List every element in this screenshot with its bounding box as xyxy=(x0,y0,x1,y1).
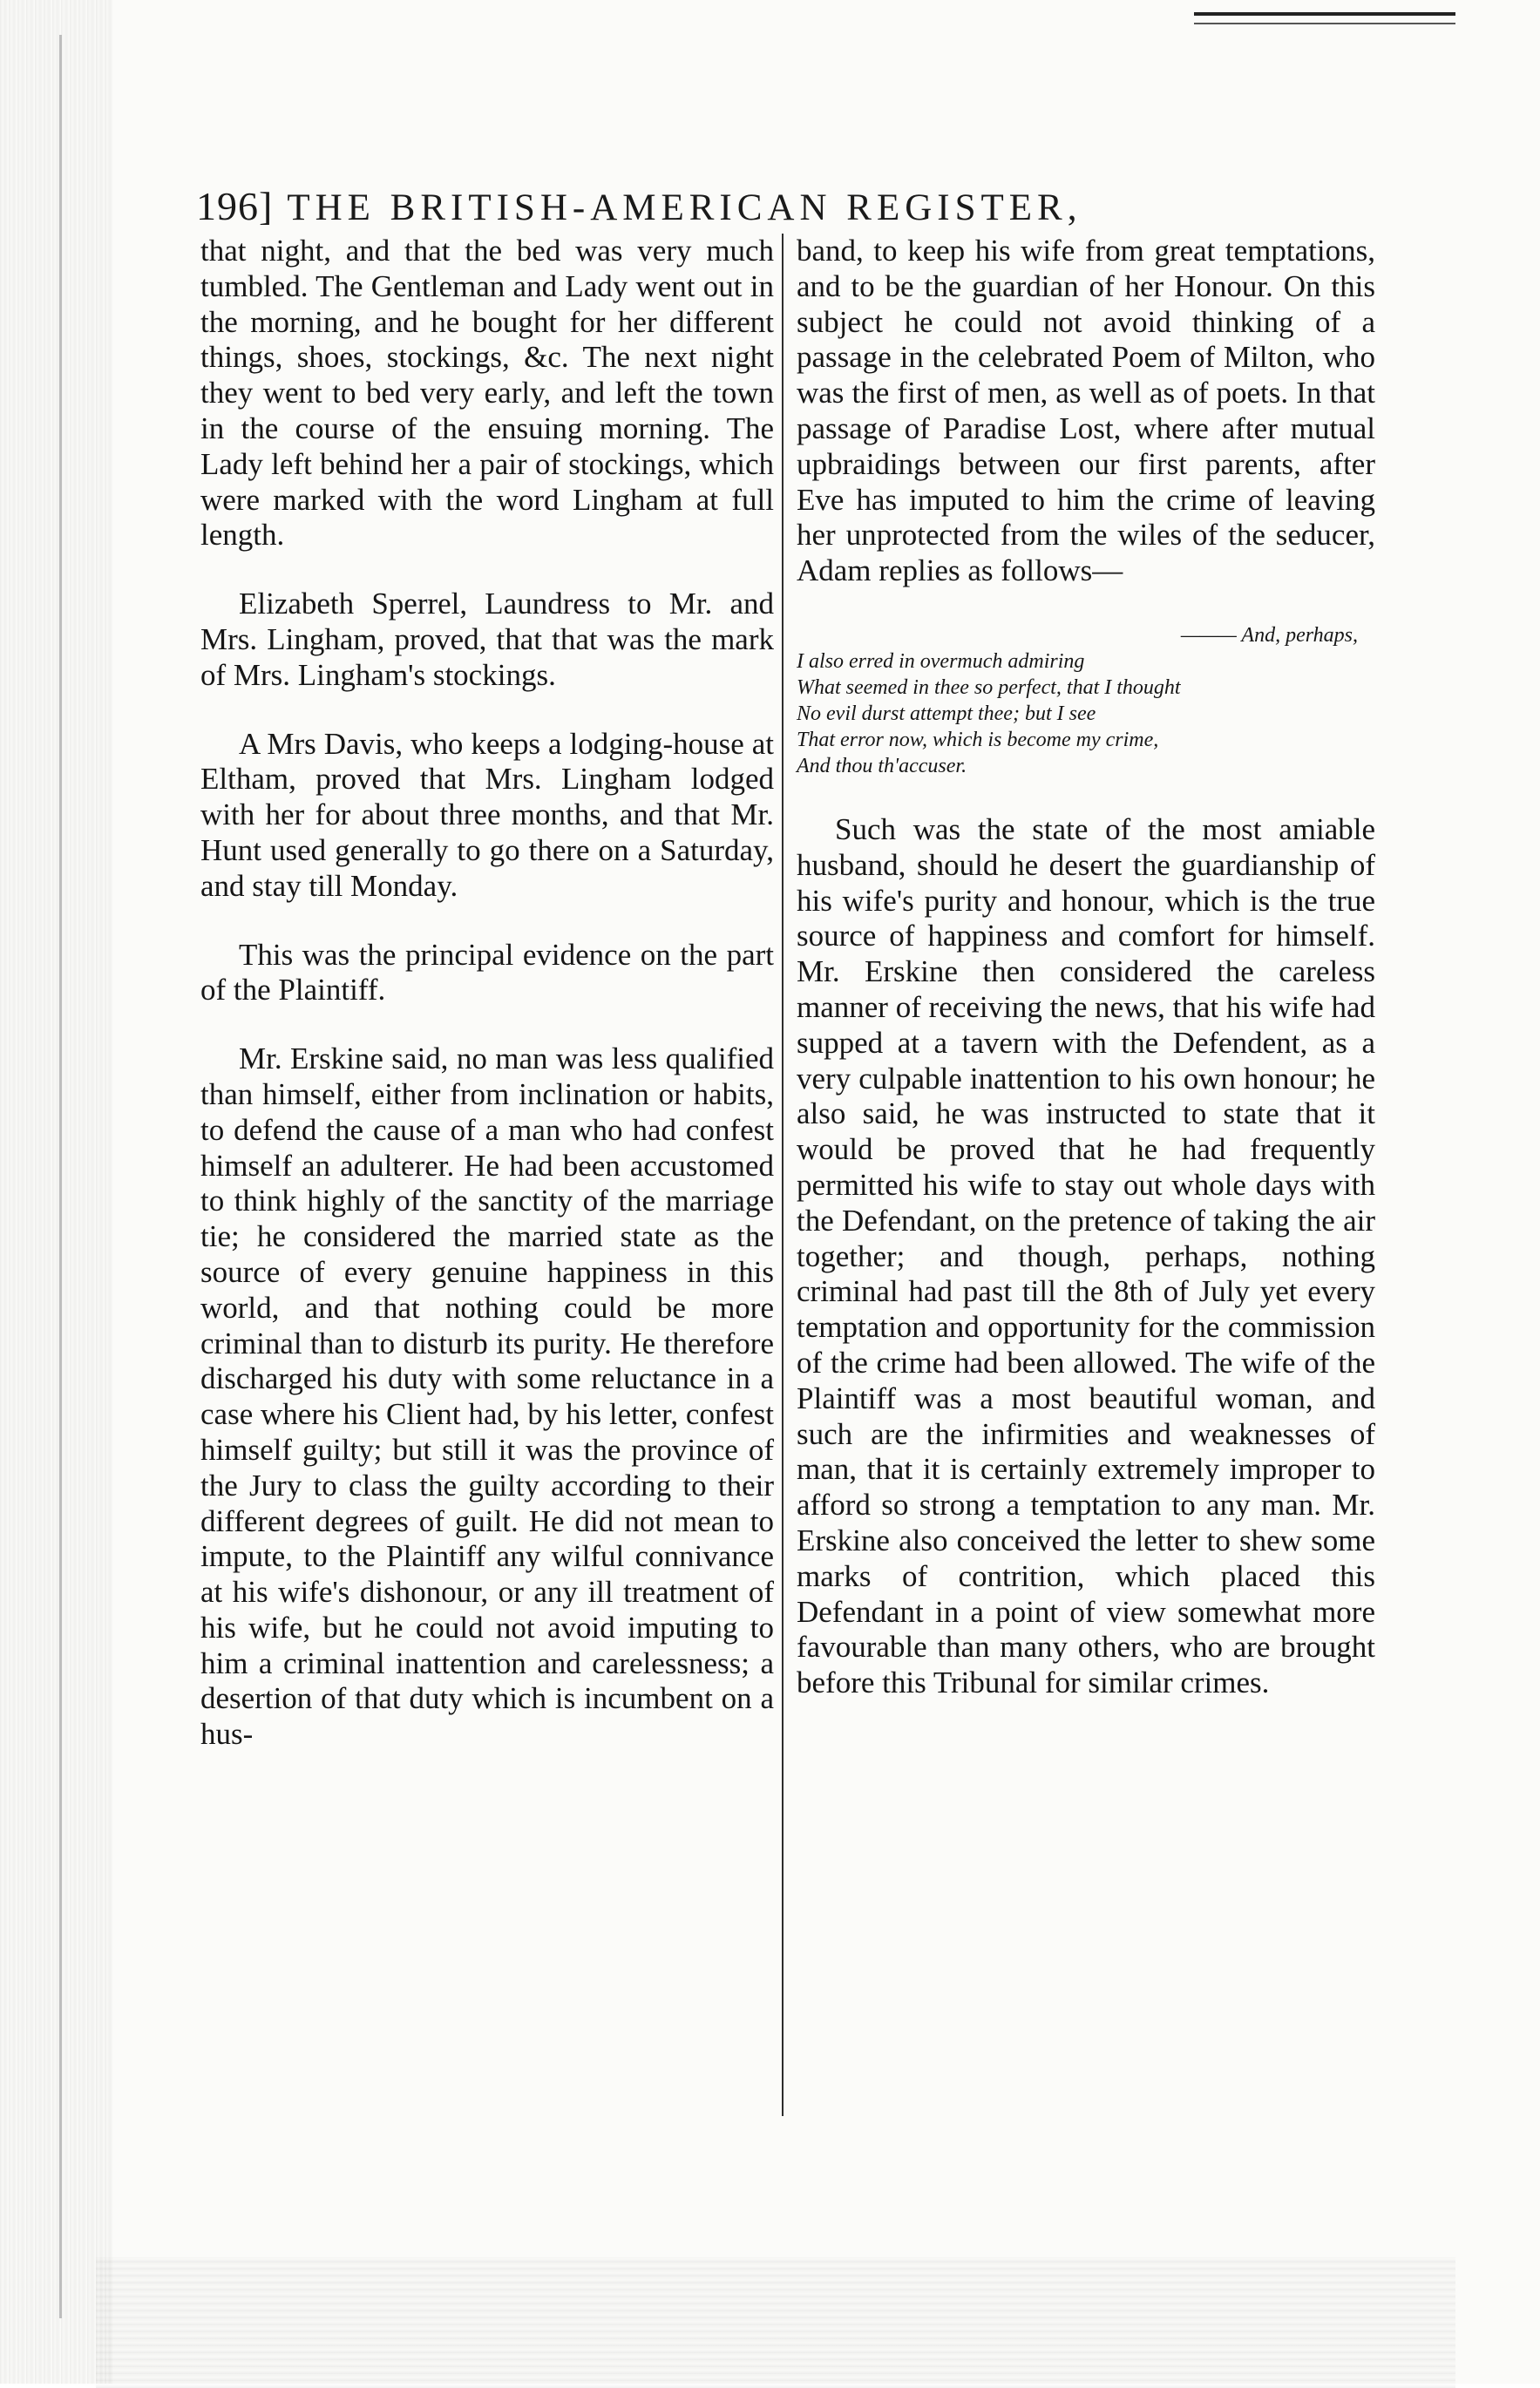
quote-line: ——— And, perhaps, xyxy=(1180,623,1358,647)
page-number: 196] xyxy=(196,184,274,228)
quote-line: No evil durst attempt thee; but I see xyxy=(797,702,1096,725)
right-column xyxy=(797,234,1375,1701)
running-header xyxy=(196,183,1381,235)
scan-edge-shadow-left xyxy=(0,0,113,2384)
quote-line: I also erred in overmuch admiring xyxy=(797,649,1085,673)
left-paragraph-1: that night, and that the bed was very much tumbled. The Gentleman and Lady went out in the morning, and he bought for her different things, shoes, stockings, &c. The next night they went to bed very early, and left the town in the course of the ensuing morning. The Lady left behind her a pair of stockings, which were marked with the word Lingham at full length. xyxy=(200,234,774,553)
quote-line: And thou th'accuser. xyxy=(797,754,967,777)
column-divider xyxy=(782,234,784,2116)
milton-quotation xyxy=(797,622,1375,779)
left-paragraph-5: Mr. Erskine said, no man was less qualified than himself, either from inclination or habits, to defend the cause of a man who had confest himself an adulterer. He had been accustomed to think highly of the sanctity of the marriage tie; he considered the married state as the source of every genuine happiness in this world, and that nothing could be more criminal than to disturb its purity. He therefore discharged his duty with some reluctance in a case where his Client had, by his letter, confest himself guilty; but still it was the province of the Jury to class the guilty according to their different degrees of guilt. He did not mean to impute, to the Plaintiff any wilful connivance at his wife's dishonour, or any ill treatment of his wife, but he could not avoid imputing to him a criminal inattention and carelessness; a desertion of that duty which is incumbent on a hus- xyxy=(200,1041,774,1752)
right-paragraph-2: Such was the state of the most amiable husband, should he desert the guardianship of his wife's purity and honour, which is the true source of happiness and comfort for himself. Mr. Erskine then considered the careless manner of receiving the news, that his wife had supped at a tavern with the Defendent, as a very culpable inattention to his own honour; he also said, he was instructed to state that it would be proved that he had frequently permitted his wife to stay out whole days with the Defendant, on the pretence of taking the air together; and though, perhaps, nothing criminal had past till the 8th of July yet every temptation and opportunity for the commission of the crime had been allowed. The wife of the Plaintiff was a most beautiful woman, and such are the infirmities and weaknesses of man, that it is certainly extremely improper to afford so strong a temptation to any man. Mr. Erskine also conceived the letter to shew some marks of contrition, which placed this Defendant in a point of view somewhat more favourable than many others, who are brought before this Tribunal for similar crimes. xyxy=(797,811,1375,1700)
quote-line: That error now, which is become my crime, xyxy=(797,728,1159,751)
left-column xyxy=(200,234,774,1753)
top-rule xyxy=(1194,12,1455,24)
right-paragraph-1: band, to keep his wife from great temptations, and to be the guardian of her Honour. On this subject he could not avoid thinking of a passage in the celebrated Poem of Milton, who was the first of men, as well as of poets. In that passage of Paradise Lost, where after mutual upbraidings between our first parents, after Eve has imputed to him the crime of leaving her unprotected from the wiles of the seducer, Adam replies as follows— xyxy=(797,234,1375,588)
left-paragraph-4: This was the principal evidence on the part of the Plaintiff. xyxy=(200,937,774,1007)
margin-line xyxy=(59,35,62,2318)
left-paragraph-3: A Mrs Davis, who keeps a lodging-house at Eltham, proved that Mrs. Lingham lodged with her for about three months, and that Mr. Hunt used generally to go there on a Saturday, and stay till Monday. xyxy=(200,726,774,903)
quote-line: What seemed in thee so perfect, that I thought xyxy=(797,675,1181,699)
left-paragraph-2: Elizabeth Sperrel, Laundress to Mr. and Mrs. Lingham, proved, that that was the mark of Mrs. Lingham's stockings. xyxy=(200,587,774,692)
journal-title: THE BRITISH-AMERICAN REGISTER, xyxy=(287,187,1082,228)
scan-edge-shadow-bottom xyxy=(96,2257,1455,2388)
